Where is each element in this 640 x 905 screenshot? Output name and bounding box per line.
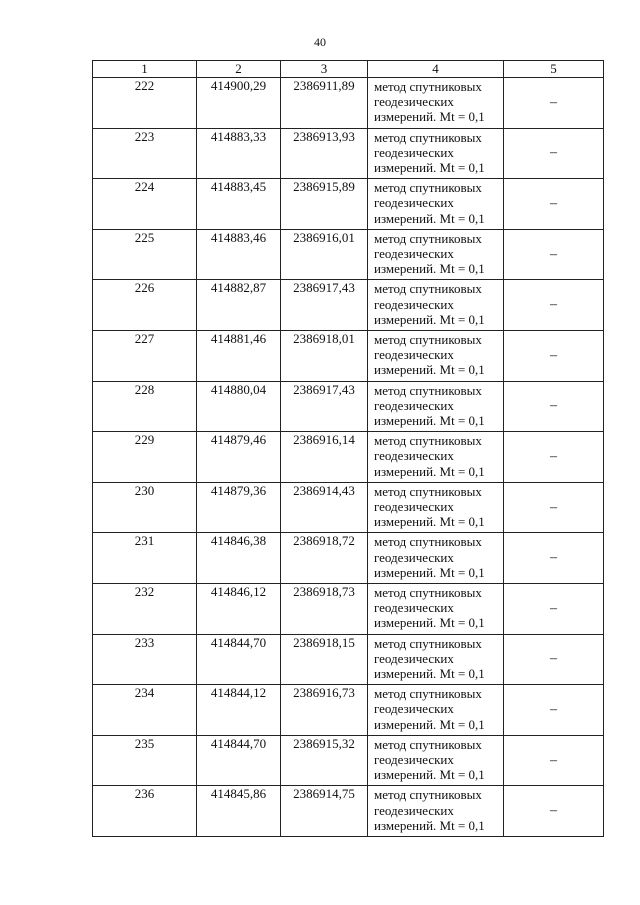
method-line: геодезических — [374, 802, 454, 818]
coordinates-table — [92, 60, 604, 837]
table-row — [93, 179, 604, 230]
method-line: метод спутниковых — [374, 584, 482, 600]
point-number-cell: 225 — [93, 229, 197, 280]
method-line: геодезических — [374, 94, 454, 110]
header-row — [93, 61, 604, 78]
point-number-cell: 222 — [93, 78, 197, 129]
method-line: измерений. Mt = 0,1 — [374, 412, 485, 428]
table-row — [93, 280, 604, 331]
method-line: геодезических — [374, 397, 454, 413]
point-number-cell: 228 — [93, 381, 197, 432]
method-cell — [368, 735, 504, 786]
method-line: метод спутниковых — [374, 79, 482, 94]
method-line: измерений. Mt = 0,1 — [374, 817, 485, 833]
point-number-cell: 233 — [93, 634, 197, 685]
note-cell: – — [504, 78, 604, 129]
table-row — [93, 634, 604, 685]
y-coordinate-cell: 2386918,01 — [281, 330, 368, 381]
y-coordinate-cell: 2386916,01 — [281, 229, 368, 280]
y-coordinate-cell: 2386915,89 — [281, 179, 368, 230]
table-row — [93, 735, 604, 786]
header-col-3: 3 — [281, 61, 368, 78]
note-cell: – — [504, 432, 604, 483]
method-line: геодезических — [374, 144, 454, 160]
method-line: геодезических — [374, 347, 454, 363]
method-line: геодезических — [374, 498, 454, 514]
method-line: измерений. Mt = 0,1 — [374, 210, 485, 226]
point-number-cell: 226 — [93, 280, 197, 331]
note-cell: – — [504, 229, 604, 280]
x-coordinate-cell: 414880,04 — [197, 381, 281, 432]
x-coordinate-cell: 414879,36 — [197, 482, 281, 533]
method-line: измерений. Mt = 0,1 — [374, 514, 485, 530]
table-row — [93, 482, 604, 533]
method-line: геодезических — [374, 245, 454, 261]
table-row — [93, 381, 604, 432]
x-coordinate-cell: 414845,86 — [197, 786, 281, 837]
method-cell — [368, 634, 504, 685]
method-line: геодезических — [374, 448, 454, 464]
method-line: метод спутниковых — [374, 281, 482, 297]
header-col-2: 2 — [197, 61, 281, 78]
note-cell: – — [504, 280, 604, 331]
method-line: измерений. Mt = 0,1 — [374, 716, 485, 732]
note-cell: – — [504, 381, 604, 432]
y-coordinate-cell: 2386916,14 — [281, 432, 368, 483]
method-line: геодезических — [374, 549, 454, 565]
method-line: измерений. Mt = 0,1 — [374, 362, 485, 378]
x-coordinate-cell: 414881,46 — [197, 330, 281, 381]
x-coordinate-cell: 414846,12 — [197, 583, 281, 634]
method-line: метод спутниковых — [374, 686, 482, 702]
note-cell: – — [504, 685, 604, 736]
x-coordinate-cell: 414900,29 — [197, 78, 281, 129]
point-number-cell: 224 — [93, 179, 197, 230]
method-cell — [368, 179, 504, 230]
method-line: метод спутниковых — [374, 534, 482, 550]
method-cell — [368, 482, 504, 533]
x-coordinate-cell: 414883,46 — [197, 229, 281, 280]
table-row — [93, 229, 604, 280]
point-number-cell: 235 — [93, 735, 197, 786]
x-coordinate-cell: 414844,70 — [197, 735, 281, 786]
note-cell: – — [504, 128, 604, 179]
method-line: геодезических — [374, 296, 454, 312]
note-cell: – — [504, 735, 604, 786]
point-number-cell: 227 — [93, 330, 197, 381]
point-number-cell: 236 — [93, 786, 197, 837]
method-cell — [368, 330, 504, 381]
method-line: метод спутниковых — [374, 736, 482, 752]
method-line: измерений. Mt = 0,1 — [374, 160, 485, 175]
method-line: геодезических — [374, 701, 454, 717]
method-cell — [368, 381, 504, 432]
y-coordinate-cell: 2386918,15 — [281, 634, 368, 685]
method-line: измерений. Mt = 0,1 — [374, 665, 485, 681]
method-cell — [368, 583, 504, 634]
y-coordinate-cell: 2386917,43 — [281, 280, 368, 331]
method-line: метод спутниковых — [374, 635, 482, 651]
table-row — [93, 583, 604, 634]
method-line: измерений. Mt = 0,1 — [374, 311, 485, 327]
y-coordinate-cell: 2386911,89 — [281, 78, 368, 129]
table-row — [93, 128, 604, 179]
method-line: геодезических — [374, 600, 454, 616]
note-cell: – — [504, 583, 604, 634]
table-row — [93, 685, 604, 736]
method-cell — [368, 685, 504, 736]
x-coordinate-cell: 414883,33 — [197, 128, 281, 179]
y-coordinate-cell: 2386916,73 — [281, 685, 368, 736]
point-number-cell: 234 — [93, 685, 197, 736]
point-number-cell: 223 — [93, 128, 197, 179]
y-coordinate-cell: 2386914,43 — [281, 482, 368, 533]
y-coordinate-cell: 2386914,75 — [281, 786, 368, 837]
header-col-5: 5 — [504, 61, 604, 78]
method-cell — [368, 280, 504, 331]
method-line: измерений. Mt = 0,1 — [374, 615, 485, 631]
table-row — [93, 432, 604, 483]
method-line: измерений. Mt = 0,1 — [374, 463, 485, 479]
x-coordinate-cell: 414846,38 — [197, 533, 281, 584]
method-line: измерений. Mt = 0,1 — [374, 261, 485, 277]
point-number-cell: 231 — [93, 533, 197, 584]
x-coordinate-cell: 414883,45 — [197, 179, 281, 230]
method-line: измерений. Mt = 0,1 — [374, 564, 485, 580]
point-number-cell: 229 — [93, 432, 197, 483]
method-cell — [368, 432, 504, 483]
note-cell: – — [504, 786, 604, 837]
y-coordinate-cell: 2386913,93 — [281, 128, 368, 179]
table-row — [93, 330, 604, 381]
method-cell — [368, 786, 504, 837]
note-cell: – — [504, 634, 604, 685]
method-line: метод спутниковых — [374, 433, 482, 449]
x-coordinate-cell: 414844,12 — [197, 685, 281, 736]
method-line: метод спутниковых — [374, 382, 482, 398]
x-coordinate-cell: 414882,87 — [197, 280, 281, 331]
method-cell — [368, 78, 504, 129]
table-row — [93, 78, 604, 129]
table-body — [93, 78, 604, 837]
y-coordinate-cell: 2386915,32 — [281, 735, 368, 786]
note-cell: – — [504, 179, 604, 230]
x-coordinate-cell: 414879,46 — [197, 432, 281, 483]
method-line: метод спутниковых — [374, 230, 482, 246]
y-coordinate-cell: 2386918,73 — [281, 583, 368, 634]
point-number-cell: 230 — [93, 482, 197, 533]
point-number-cell: 232 — [93, 583, 197, 634]
note-cell: – — [504, 482, 604, 533]
method-cell — [368, 128, 504, 179]
x-coordinate-cell: 414844,70 — [197, 634, 281, 685]
method-line: метод спутниковых — [374, 331, 482, 347]
method-line: метод спутниковых — [374, 180, 482, 196]
header-col-1: 1 — [93, 61, 197, 78]
method-line: метод спутниковых — [374, 129, 482, 145]
method-line: геодезических — [374, 195, 454, 211]
table-row — [93, 533, 604, 584]
method-line: измерений. Mt = 0,1 — [374, 109, 485, 125]
method-line: измерений. Mt = 0,1 — [374, 767, 485, 783]
method-line: метод спутниковых — [374, 483, 482, 499]
y-coordinate-cell: 2386918,72 — [281, 533, 368, 584]
method-line: геодезических — [374, 650, 454, 666]
note-cell: – — [504, 533, 604, 584]
header-col-4: 4 — [368, 61, 504, 78]
y-coordinate-cell: 2386917,43 — [281, 381, 368, 432]
table-row — [93, 786, 604, 837]
method-line: метод спутниковых — [374, 787, 482, 803]
note-cell: – — [504, 330, 604, 381]
method-cell — [368, 533, 504, 584]
method-cell — [368, 229, 504, 280]
method-line: геодезических — [374, 751, 454, 767]
page-number: 40 — [314, 35, 326, 49]
